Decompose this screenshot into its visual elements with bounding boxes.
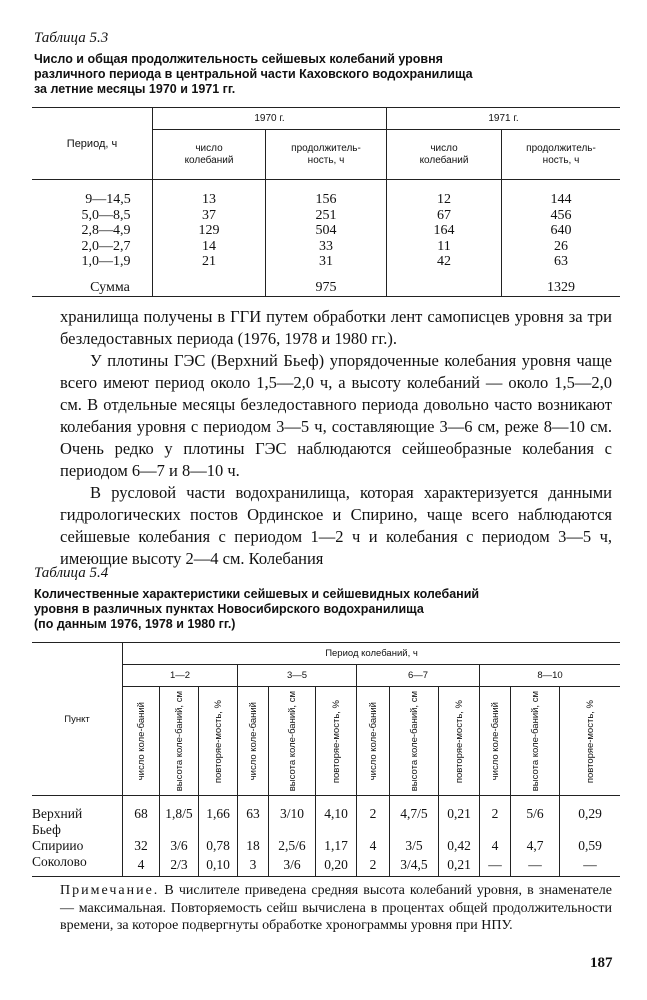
table-row: Спириио 32 3/6 0,78 18 2,5/6 1,17 4 3/5 0,42 4 4,7 0,59 — [32, 838, 620, 854]
repeat-header: повторяе-мость, % — [212, 699, 224, 783]
count-header: число коле-баний — [367, 701, 379, 781]
paragraph: У плотины ГЭС (Верхний Бьеф) упорядоченные колебания уровня чаще всего имеют период около 1,5—2,0 ч, а высоту колебаний — около 1,5—2,0 см. В отдельные месяцы безледоставного периода довольно часто возникают колебания уровня с периодом 3—5 ч, составляющие 3—6 см, реже 8—10 см. Очень редко у плотины ГЭС наблюдаются сейшеобразные колебания с периодом 6—7 и 8—10 ч. — [60, 351, 612, 480]
note-title: Примечание. — [60, 883, 160, 898]
year-1970-header: 1970 г. — [153, 108, 387, 130]
height-header: высота коле-баний, см — [173, 691, 185, 792]
caption-line: уровня в различных пунктах Новосибирского водохранилища — [34, 602, 424, 616]
table-5-4-caption — [34, 587, 479, 632]
group-3-5: 3—5 — [238, 665, 357, 687]
table-5-4-label: Таблица 5.4 — [34, 565, 109, 581]
count-1970-header: число колебаний — [153, 130, 266, 180]
duration-1970-header: продолжитель- ность, ч — [266, 130, 387, 180]
group-1-2: 1—2 — [123, 665, 238, 687]
period-group-header: Период колебаний, ч — [123, 643, 621, 665]
caption-line: (по данным 1976, 1978 и 1980 гг.) — [34, 617, 236, 631]
caption-line: Число и общая продолжительность сейшевых колебаний уровня — [34, 52, 443, 66]
table-row: 1,0—1,9 21 31 42 63 — [32, 254, 620, 270]
height-header: высота коле-баний, см — [286, 691, 298, 792]
table-5-4 — [32, 642, 620, 877]
count-header: число коле-баний — [489, 701, 501, 781]
duration-1971-header: продолжитель- ность, ч — [502, 130, 621, 180]
height-header: высота коле-баний, см — [529, 691, 541, 792]
table-row: Бьеф — [32, 822, 620, 838]
table-note — [60, 882, 612, 935]
repeat-header: повторяе-мость, % — [584, 699, 596, 783]
paragraph: хранилища получены в ГГИ путем обработки лент самописцев уровня за три безледоставных периода (1976, 1978 и 1980 гг.). — [60, 307, 612, 348]
table-5-3 — [32, 107, 620, 297]
note-text: В числителе приведена средняя высота колебаний уровня, в знаменателе — максимальная. Повторяемость сейш вычислена в процентах общей продолжительности времени, за которое подвергнуты обработке хронограммы уровня при НПУ. — [60, 883, 612, 933]
year-1971-header: 1971 г. — [387, 108, 621, 130]
table-row: 9—14,5 13 156 12 144 — [32, 192, 620, 208]
table-row: Верхний 68 1,8/5 1,66 63 3/10 4,10 2 4,7/5 0,21 2 5/6 0,29 — [32, 806, 620, 822]
paragraph: В русловой части водохранилища, которая характеризуется данными гидрологических постов Ординское и Спирино, чаще всего наблюдаются сейшевые колебания с периодом 1—2 ч и колебания с периодом 3—5 ч, имеющие высоту 2—4 см. Колебания — [60, 483, 612, 568]
caption-line: различного периода в центральной части Каховского водохранилища — [34, 67, 473, 81]
table-row: 2,0—2,7 14 33 11 26 — [32, 239, 620, 255]
repeat-header: повторяе-мость, % — [453, 699, 465, 783]
table-row: 2,8—4,9 129 504 164 640 — [32, 223, 620, 239]
count-header: число коле-баний — [135, 701, 147, 781]
page-number: 187 — [590, 955, 613, 971]
sum-row: Сумма 975 1329 — [32, 270, 620, 297]
table-row: 5,0—8,5 37 251 67 456 — [32, 208, 620, 224]
repeat-header: повторяе-мость, % — [330, 699, 342, 783]
count-1971-header: число колебаний — [387, 130, 502, 180]
caption-line: за летние месяцы 1970 и 1971 гг. — [34, 82, 236, 96]
count-header: число коле-баний — [247, 701, 259, 781]
point-header: Пункт — [64, 713, 90, 725]
table-5-3-caption — [34, 52, 473, 97]
caption-line: Количественные характеристики сейшевых и сейшевидных колебаний — [34, 587, 480, 601]
group-8-10: 8—10 — [480, 665, 621, 687]
group-6-7: 6—7 — [357, 665, 480, 687]
period-header: Период, ч — [66, 137, 118, 150]
table-5-3-label: Таблица 5.3 — [34, 30, 109, 46]
body-text — [60, 306, 612, 570]
table-row: Соколово 4 2/3 0,10 3 3/6 0,20 2 3/4,5 0,21 — — — — [32, 854, 620, 877]
height-header: высота коле-баний, см — [408, 691, 420, 792]
